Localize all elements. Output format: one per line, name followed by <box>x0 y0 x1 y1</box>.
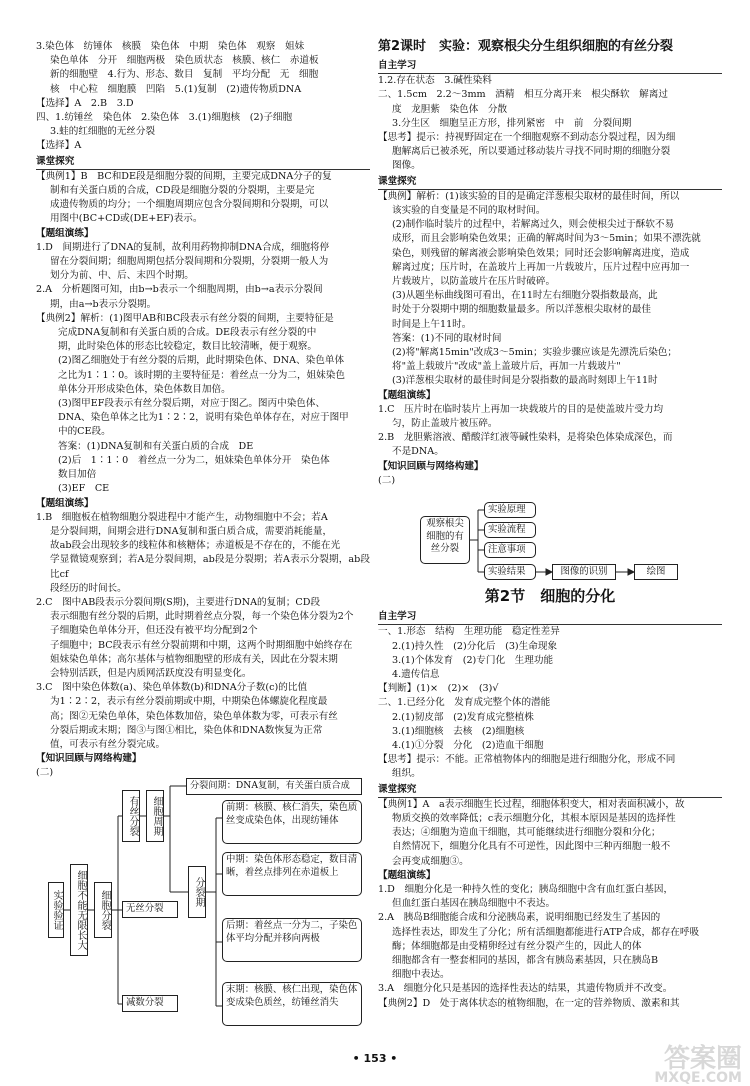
text-line: 3.染色体 纺锤体 核膜 染色体 中期 染色体 观察 姐妹 <box>36 41 305 52</box>
text-line: 学显微镜观察到；若A是分裂间期，ab段是分裂期；若A表示分裂期，ab段比cf <box>50 554 370 580</box>
text-line: 2.A 分析题图可知，由b→b表示一个细胞周期，由b→a表示分裂间 <box>36 284 323 296</box>
section-heading: 【知识回顾与网络构建】 <box>378 460 484 472</box>
text-line: 成遗传物质的均分；一个细胞周期应包含分裂间期和分裂期，可以 <box>50 199 329 211</box>
text-line: 【典例】解析：(1)该实验的目的是确定洋葱根尖取材的最佳时间，所以 <box>378 190 680 202</box>
section-heading: 自主学习 <box>378 610 722 625</box>
text-line: 3.(1)细胞核 去核 (2)细胞核 <box>392 725 525 737</box>
map-node-observe-root: 观察根尖细胞的有丝分裂 <box>420 516 470 564</box>
text-line: 1.D 细胞分化是一种持久性的变化；胰岛细胞中含有血红蛋白基因， <box>378 883 674 895</box>
text-line: 时间是上午11时。 <box>392 318 472 330</box>
answer-line: 数目加倍 <box>58 469 97 481</box>
text-line: 【思考】提示：持视野固定在一个细胞观察不到动态分裂过程，因为细 <box>378 132 676 144</box>
text-line: 选择性表达，即发生了分化；所有活细胞都能进行ATP合成，都存在呼吸 <box>392 926 700 938</box>
map-node-draw: 绘图 <box>634 564 678 580</box>
text-line: 3.C 图中染色体数(a)、染色单体数(b)和DNA分子数(c)的比值 <box>36 682 308 694</box>
text-line: 用图中(BC+CD或(DE+EF)表示。 <box>50 213 203 225</box>
text-line: 姐妹染色单体；高尔基体与植物细胞壁的形成有关，因此在分裂末期 <box>50 653 338 665</box>
text-line: DNA、染色单体之比为1∶2∶2，说明有染色单体存在，对应于图甲 <box>58 412 349 424</box>
section-heading: 课堂探究 <box>378 175 722 190</box>
example-2 <box>36 312 370 497</box>
exercise-group-right-2 <box>378 883 722 1011</box>
map-node-division-phase: 分裂期 <box>188 866 206 918</box>
text-line: 酶；体细胞都是由受精卵经过有丝分裂产生的，因此人的体 <box>392 940 642 952</box>
text-line: 3.(1)个体发育 (2)专门化 生理功能 <box>392 654 554 666</box>
text-line: (二) <box>36 767 54 779</box>
text-line: 自然情况下，细胞分化具有不可逆性，因此图中三种丙细胞一般不 <box>392 841 671 853</box>
left-column <box>36 40 370 781</box>
text-line: 成形，而且会影响染色效果；正确的解离时间为3～5min；如果不漂洗就 <box>392 233 701 245</box>
text-line: 3.蛙的红细胞的无丝分裂 <box>50 126 156 138</box>
text-line: 4.遗传信息 <box>392 668 440 680</box>
answer-line: 答案：(1)DNA复制和有关蛋白质的合成 DE <box>58 440 254 452</box>
text-line: 【选择】A 2.B 3.D <box>36 97 134 109</box>
text-line: 期，此时染色体的形态比较稳定，数目比较清晰，便于观察。 <box>58 341 318 353</box>
watermark-logo <box>624 1046 742 1084</box>
text-line: 2.(1)持久性 (2)分化后 (3)生命现象 <box>392 640 558 652</box>
text-line: 【选择】A <box>36 140 82 152</box>
text-line: 划分为前、中、后、末四个时期。 <box>50 270 194 282</box>
answer-line: (2)将"解离15min"改成3～5min；实验步骤应该是先漂洗后染色； <box>392 347 677 359</box>
text-line: 胞解离后已被杀死，所以要通过移动装片寻找不同时期的细胞分裂 <box>392 146 671 158</box>
text-line: 【思考】提示：不能。正常植物体内的细胞是进行细胞分化，形成不同 <box>378 754 676 766</box>
text-line: (二) <box>378 474 396 486</box>
text-line: 图像。 <box>392 160 421 172</box>
map-node-result: 实验结果 <box>484 564 536 580</box>
map-node-interphase: 分裂间期：DNA复制，有关蛋白质合成 <box>186 778 362 795</box>
watermark-text: 答案圈 <box>663 1044 742 1074</box>
exercise-group-1 <box>36 241 370 312</box>
text-line: 高；图②无染色单体，染色体数加倍，染色单体数为零，可表示有丝 <box>50 710 338 722</box>
text-line: 子细胞中；BC段表示有丝分裂前期和中期，这两个时期细胞中始终存在 <box>50 639 353 651</box>
section-heading: 【题组演练】 <box>378 869 436 881</box>
text-line: 【典例2】解析：(1)图甲AB和BC段表示有丝分裂的间期，主要特征是 <box>36 312 334 324</box>
text-line: 染色单体 分开 细胞两极 染色质状态 核膜、核仁 赤道板 <box>50 55 319 67</box>
map-node-cell-division: 细胞分裂 <box>94 882 112 938</box>
text-line: (3)从题坐标曲线图可看出，在11时左右细胞分裂指数最高，此 <box>392 290 658 302</box>
text-line: 为1∶2∶2，表示有丝分裂前期或中期，中期染色体螺旋化程度最 <box>50 696 328 708</box>
answer-line: (3)洋葱根尖取材的最佳时间是分裂指数的最高时刻即上午11时 <box>392 375 658 387</box>
text-line: 细胞中表达。 <box>392 969 450 981</box>
text-line: 四、1.纺锤丝 染色体 2.染色体 3.(1)细胞核 (2)子细胞 <box>36 112 293 124</box>
text-line: 物质交换的效率降低；c表示细胞分化，其根本原因是基因的选择性 <box>392 812 676 824</box>
text-line: 核 中心粒 细胞膜 凹陷 5.(1)复制 (2)遗传物质DNA <box>50 83 302 95</box>
text-line: 会再变成细胞③。 <box>392 855 469 867</box>
text-line: 【典例1】A a表示细胞生长过程，细胞体积变大，相对表面积减小，故 <box>378 798 685 810</box>
text-line: 新的细胞壁 4.行为、形态、数目 复制 平均分配 无 细胞 <box>50 69 319 81</box>
map-node-experiment: 实验验证 <box>48 882 64 938</box>
text-line: 之比为1∶1∶0。该时期的主要特征是：着丝点一分为二，姐妹染色 <box>58 369 345 381</box>
self-study-answers <box>378 74 722 173</box>
text-line: 组织。 <box>392 768 421 780</box>
text-line: 时处于分裂期中期的细胞数量最多。所以洋葱根尖取材的最佳 <box>392 304 652 316</box>
self-study-answers-2 <box>378 625 722 781</box>
text-line: 染色，则残留的解离液会影响染色效果；同时还会影响解离进度，造成 <box>392 247 690 259</box>
map-node-principle: 实验原理 <box>484 502 536 518</box>
map-node-image-identify: 图像的识别 <box>552 564 616 580</box>
text-line: 2.(1)韧皮部 (2)发育成完整植株 <box>392 711 534 723</box>
text-line: 3.A 细胞分化只是基因的选择性表达的结果，其遗传物质并不改变。 <box>378 983 673 995</box>
text-line: 1.C 压片时在临时装片上再加一块载玻片的目的是使盖玻片受力均 <box>378 403 664 415</box>
map-node-prophase: 前期：核膜、核仁消失，染色质丝变成染色体，出现纺锤体 <box>222 800 362 844</box>
answer-line: 答案：(1)不同的取材时间 <box>392 332 502 344</box>
text-line: 片载玻片，以防盖玻片在压片时破碎。 <box>392 276 556 288</box>
text-line: 值，可表示有丝分裂完成。 <box>50 738 166 750</box>
text-line: 是分裂间期，间期会进行DNA复制和蛋白质合成，需要消耗能量， <box>50 525 333 537</box>
section-heading: 【题组演练】 <box>378 389 436 401</box>
text-line: 2.B 龙胆紫溶液、醋酸洋红液等碱性染料，是将染色体染成深色，而 <box>378 432 673 444</box>
map-node-mitosis: 有丝分裂 <box>122 790 140 842</box>
map-node-telophase: 末期：核膜、核仁出现，染色体变成染色质丝，纺锤丝消失 <box>222 982 362 1026</box>
text-line: (3)图甲EF段表示有丝分裂后期，对应于图乙。图丙中染色体、 <box>58 398 326 410</box>
lesson-title: 第2课时 实验：观察根尖分生组织细胞的有丝分裂 <box>378 39 674 54</box>
text-line: 【判断】(1)× (2)× (3)√ <box>378 683 499 695</box>
text-line: 但血红蛋白基因在胰岛细胞中不表达。 <box>392 898 556 910</box>
answer-line: (2)后 1∶1∶0 着丝点一分为二，姐妹染色单体分开 染色体 <box>58 454 330 466</box>
text-line: 中的CE段。 <box>58 426 111 438</box>
answer-line: 将"盖上载玻片"改成"盖上盖玻片后，再加一片载玻片" <box>392 361 621 373</box>
exercise-group-right-1 <box>378 403 722 460</box>
text-line: 段经历的时间长。 <box>50 582 127 594</box>
text-line: 1.2.存在状态 3.碱性染料 <box>378 75 492 87</box>
text-line: (2)图乙细胞处于有丝分裂的后期，此时期染色体、DNA、染色单体 <box>58 355 345 367</box>
example-right-2 <box>378 798 722 869</box>
text-line: 该实验的自变量是不同的取材时间。 <box>392 205 546 217</box>
text-line: 子细胞染色单体分开，但还没有被平均分配到2个 <box>50 625 258 637</box>
text-line: 度 龙胆紫 染色体 分散 <box>392 103 508 115</box>
left-concept-map <box>36 772 370 1048</box>
text-line: 完成DNA复制和有关蛋白质的合成。DE段表示有丝分裂的中 <box>58 327 317 339</box>
right-concept-map <box>420 500 720 592</box>
section-1-answers <box>36 40 370 154</box>
text-line: 1.B 细胞板在植物细胞分裂进程中才能产生，动物细胞中不会；若A <box>36 511 328 523</box>
text-line: 分裂后期或末期；图③与图①相比，染色体和DNA数恢复为正常 <box>50 724 323 736</box>
map-node-notes: 注意事项 <box>484 542 536 558</box>
answer-line: (3)EF CE <box>58 483 110 495</box>
map-node-metaphase: 中期：染色体形态稳定，数目清晰，着丝点排列在赤道板上 <box>222 852 362 896</box>
example-1 <box>36 170 370 227</box>
text-line: 【典例2】D 处于离体状态的植物细胞，在一定的营养物质、激素和其 <box>378 997 680 1009</box>
map-node-cell-cycle: 细胞周期 <box>146 790 164 842</box>
text-line: 期，由a→b表示分裂期。 <box>50 298 157 310</box>
text-line: 【典例1】B BC和DE段是细胞分裂的间期，主要完成DNA分子的复 <box>36 170 332 182</box>
example-right-1 <box>378 190 722 389</box>
text-line: 二、1.已经分化 发育成完整个体的潜能 <box>378 697 551 709</box>
text-line: 单体分开形成染色体，染色体数目加倍。 <box>58 383 231 395</box>
text-line: (2)制作临时装片的过程中，若解离过久，则会使根尖过于酥软不易 <box>392 219 675 231</box>
text-line: 2.C 图中AB段表示分裂间期(S期)，主要进行DNA的复制；CD段 <box>36 596 321 608</box>
text-line: 解离过度；压片时，在盖玻片上再加一片载玻片，压片过程中应再加一 <box>392 261 690 273</box>
map-node-procedure: 实验流程 <box>484 522 536 538</box>
text-line: 匀，防止盖玻片被压碎。 <box>392 418 498 430</box>
exercise-group-2 <box>36 511 370 752</box>
text-line: 一、1.形态 结构 生理功能 稳定性差异 <box>378 626 560 638</box>
text-line: 二、1.5cm 2.2～3mm 酒精 相互分离开来 根尖酥软 解离过 <box>378 89 668 101</box>
section-heading: 课堂探究 <box>378 783 722 798</box>
map-node-cell-limit: 细胞不能无限长大 <box>70 864 88 956</box>
map-node-meiosis: 减数分裂 <box>122 995 178 1012</box>
text-line: 制和有关蛋白质的合成，CD段是细胞分裂的分裂期，主要是完 <box>50 185 315 197</box>
map-node-anaphase: 后期：着丝点一分为二，子染色体平均分配并移向两极 <box>222 918 362 962</box>
text-line: 不是DNA。 <box>392 446 444 458</box>
text-line: 故ab段会出现较多的线粒体和核糖体；赤道板是不存在的，不能在光 <box>50 540 341 552</box>
section-heading: 【知识回顾与网络构建】 <box>36 753 142 765</box>
text-line: 2.A 胰岛B细胞能合成和分泌胰岛素，说明细胞已经发生了基因的 <box>378 912 661 924</box>
section-heading: 课堂探究 <box>36 155 370 170</box>
text-line: 3.分生区 细胞呈正方形，排列紧密 中 前 分裂间期 <box>392 117 632 129</box>
page-number: • 153 • <box>352 1052 398 1065</box>
node-title: 第2节 细胞的分化 <box>484 587 616 606</box>
section-heading: 【题组演练】 <box>36 497 94 509</box>
text-line: 1.D 间期进行了DNA的复制，故利用药物抑制DNA合成，细胞将停 <box>36 241 330 253</box>
text-line: 表达；④细胞为造血干细胞，其可能继续进行细胞分裂和分化； <box>392 827 661 839</box>
section-heading: 【题组演练】 <box>36 227 94 239</box>
text-line: 表示细胞有丝分裂的后期，此时期着丝点分裂，每一个染色体分裂为2个 <box>50 611 354 623</box>
text-line: 4.(1)①分裂 分化 (2)造血干细胞 <box>392 739 544 751</box>
text-line: 留在分裂间期；细胞周期包括分裂间期和分裂期，分裂期一般人为 <box>50 256 329 268</box>
map-node-amitosis: 无丝分裂 <box>122 901 178 918</box>
watermark-url: MXQE.COM <box>654 1070 742 1086</box>
text-line: 会特别活跃，但是内质网活跃度没有明显变化。 <box>50 667 252 679</box>
section-heading: 自主学习 <box>378 59 722 74</box>
text-line: 细胞都含有一整套相同的基因，都含有胰岛素基因，只在胰岛B <box>392 954 659 966</box>
